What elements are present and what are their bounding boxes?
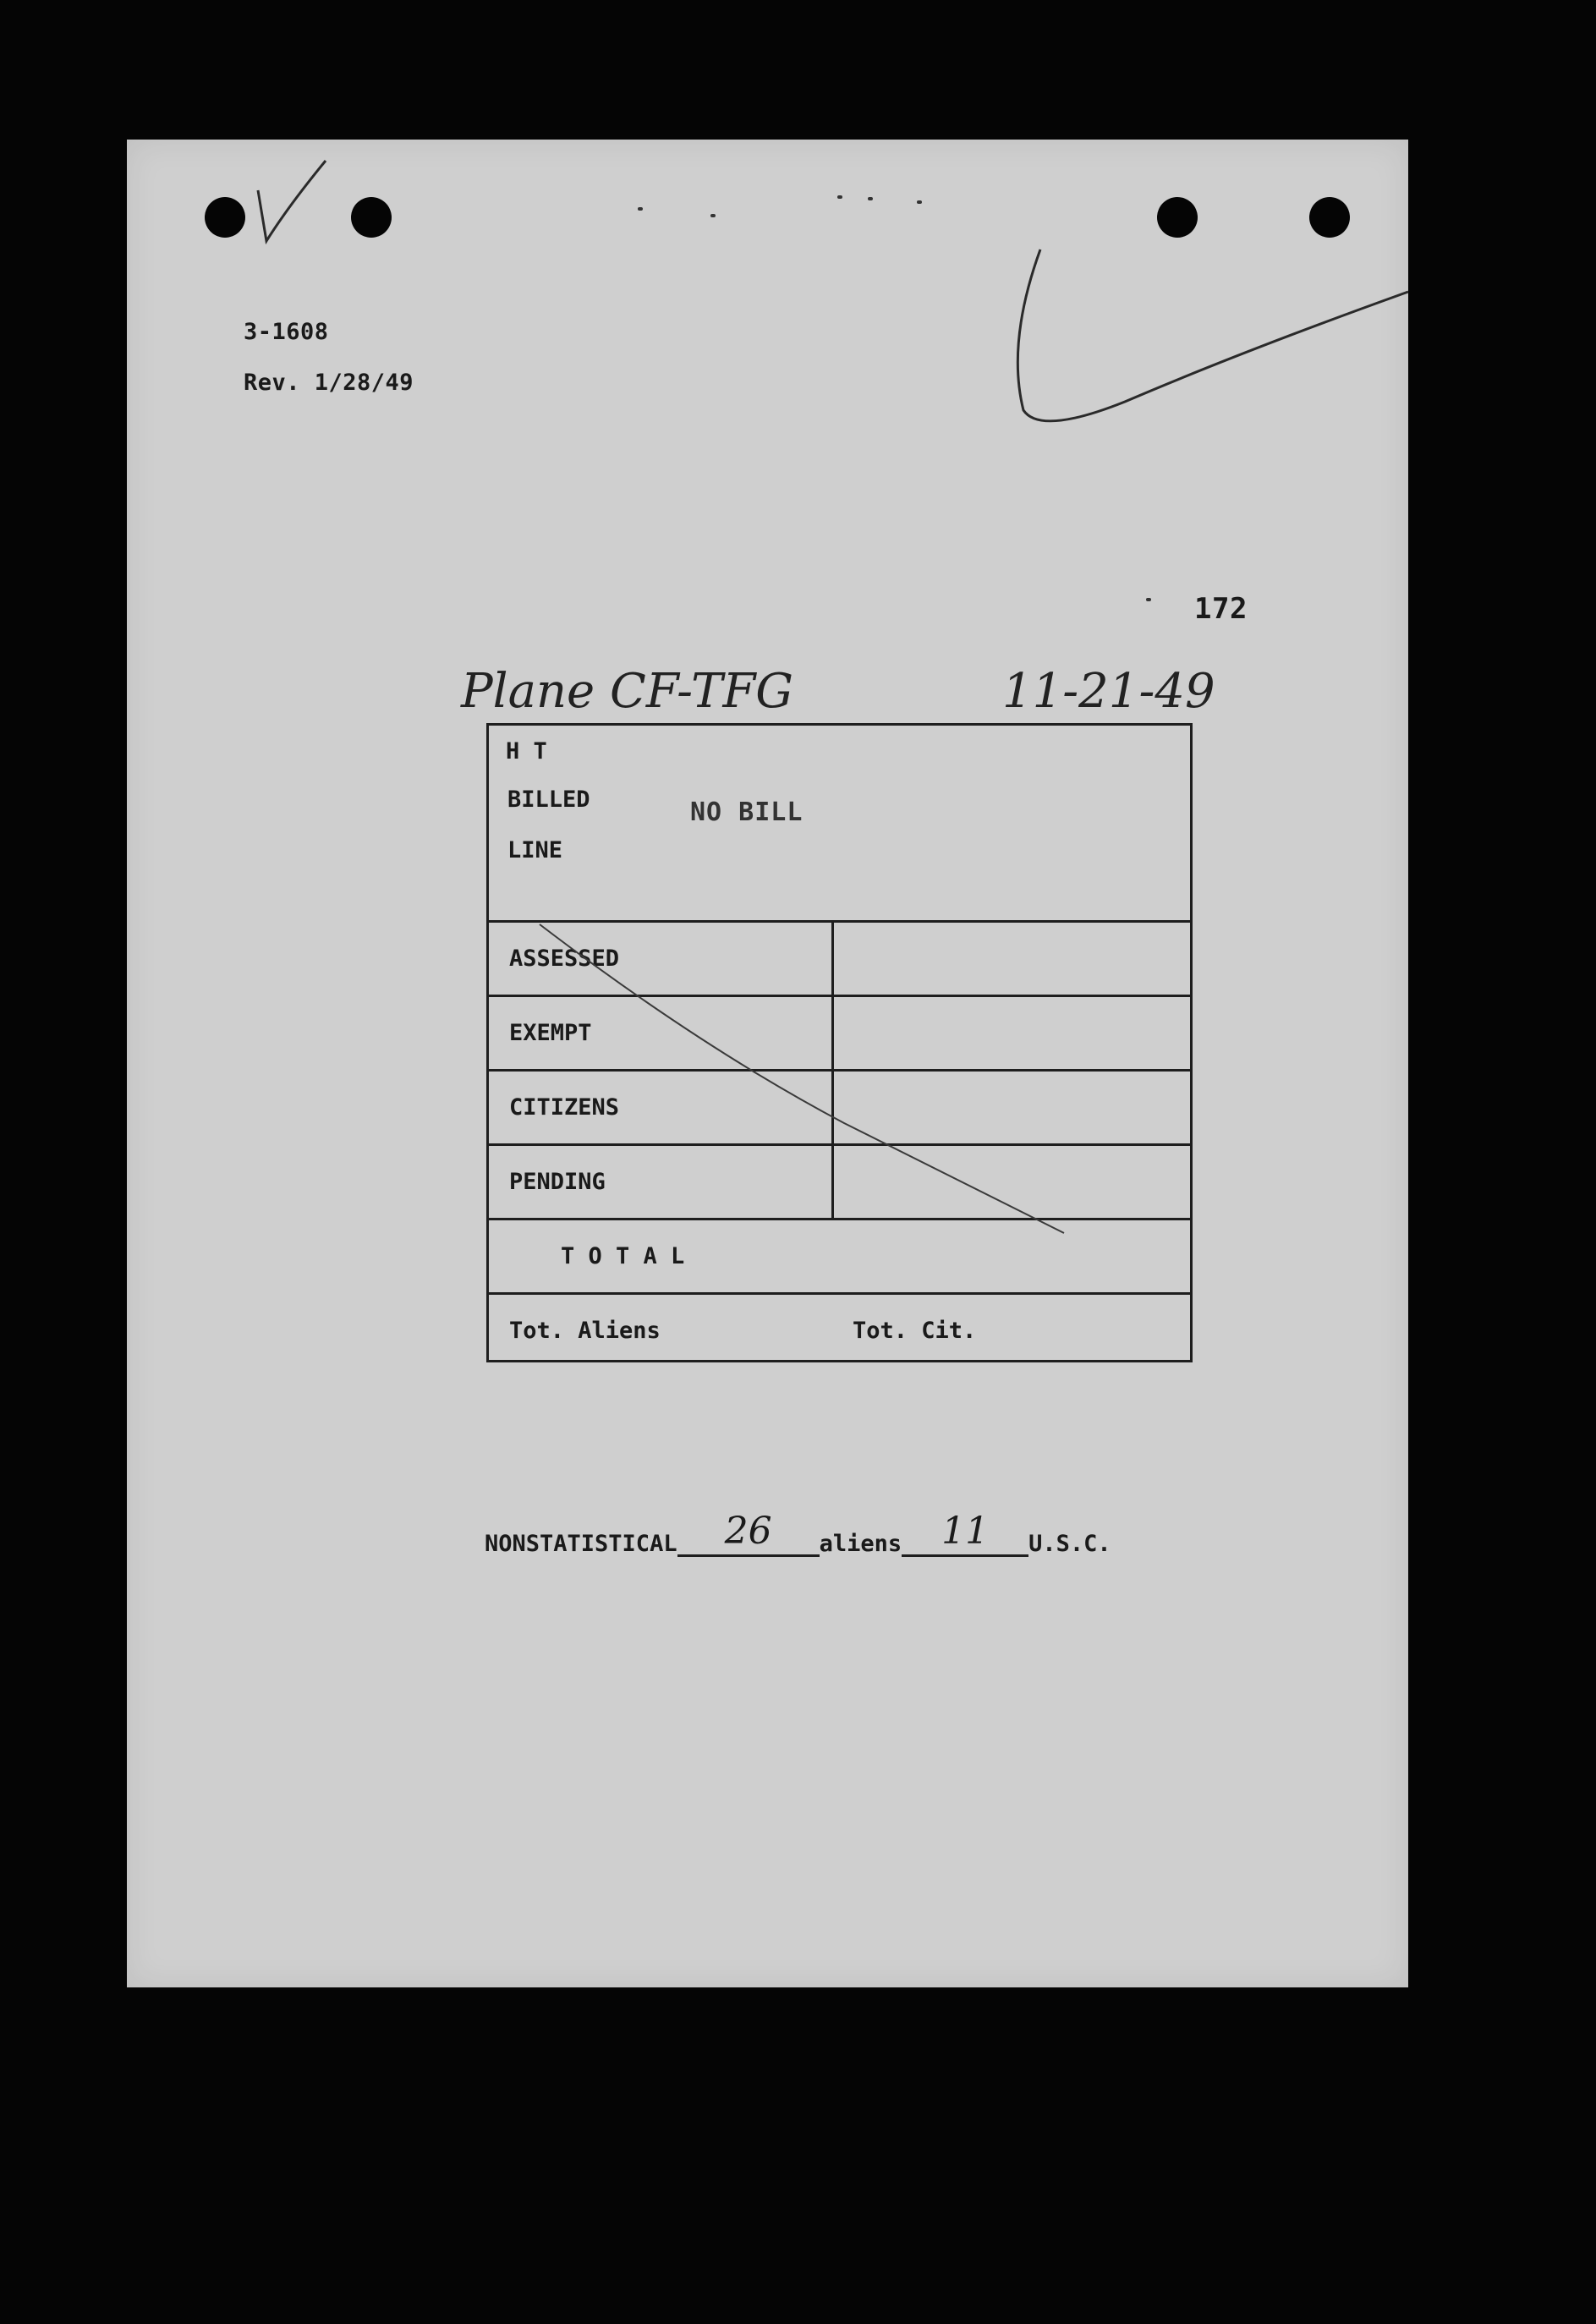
aliens-label: aliens <box>819 1531 902 1557</box>
usc-label: U.S.C. <box>1028 1531 1111 1557</box>
punch-hole <box>205 197 245 238</box>
line-label: LINE <box>507 837 563 863</box>
billed-label: BILLED <box>507 787 590 813</box>
tot-cit-label: Tot. Cit. <box>853 1318 977 1344</box>
nonstatistical-label: NONSTATISTICAL <box>485 1531 677 1557</box>
exempt-label: EXEMPT <box>509 1020 592 1046</box>
document-page <box>127 140 1408 1987</box>
ht-label: H T <box>506 738 547 765</box>
form-number: 3-1608 <box>244 319 329 345</box>
citizens-label: CITIZENS <box>509 1094 620 1121</box>
pending-label: PENDING <box>509 1169 606 1195</box>
punch-hole <box>1309 197 1350 238</box>
page-number: 172 <box>1194 592 1248 626</box>
form-revision: Rev. 1/28/49 <box>244 370 414 396</box>
total-label: T O T A L <box>561 1243 685 1269</box>
arrival-date: 11-21-49 <box>1002 664 1215 719</box>
check-mark-icon <box>990 241 1412 436</box>
nonstatistical-line <box>485 1510 1111 1557</box>
manifest-form <box>486 723 1193 1362</box>
no-bill-stamp: NO BILL <box>690 798 803 827</box>
punch-hole <box>1157 197 1198 238</box>
punch-hole <box>351 197 392 238</box>
tot-aliens-label: Tot. Aliens <box>509 1318 661 1344</box>
check-mark-icon <box>254 156 330 249</box>
strike-line <box>489 726 1195 1365</box>
vessel-name: Plane CF-TFG <box>461 664 794 719</box>
aliens-count: 26 <box>724 1510 772 1553</box>
assessed-label: ASSESSED <box>509 945 620 972</box>
usc-count: 11 <box>941 1510 990 1553</box>
